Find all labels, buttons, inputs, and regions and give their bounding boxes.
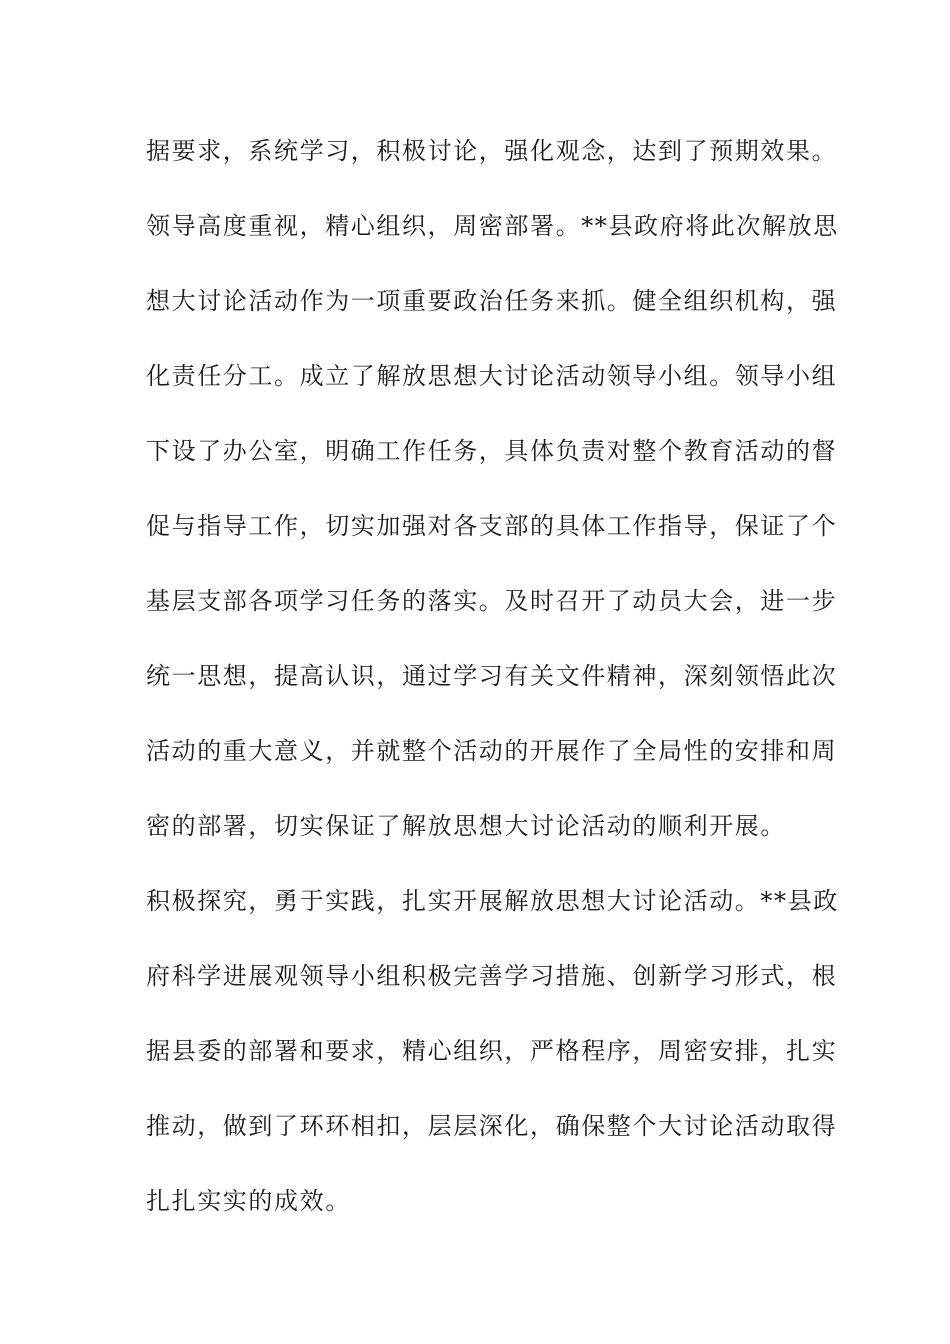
- text-line: 促与指导工作，切实加强对各支部的具体工作指导，保证了个: [146, 512, 838, 540]
- text-line: 化责任分工。成立了解放思想大讨论活动领导小组。领导小组: [146, 362, 838, 390]
- text-line: 扎扎实实的成效。: [146, 1187, 351, 1215]
- text-line: 据要求，系统学习，积极讨论，强化观念，达到了预期效果。: [146, 137, 838, 165]
- text-line: 下设了办公室，明确工作任务，具体负责对整个教育活动的督: [146, 437, 838, 465]
- text-line: 想大讨论活动作为一项重要政治任务来抓。健全组织机构，强: [146, 287, 838, 315]
- text-line: 府科学进展观领导小组积极完善学习措施、创新学习形式，根: [146, 962, 838, 990]
- text-line: 活动的重大意义，并就整个活动的开展作了全局性的安排和周: [146, 737, 838, 765]
- text-line: 推动，做到了环环相扣，层层深化，确保整个大讨论活动取得: [146, 1112, 838, 1140]
- text-line: 统一思想，提高认识，通过学习有关文件精神，深刻领悟此次: [146, 662, 838, 690]
- text-line: 基层支部各项学习任务的落实。及时召开了动员大会，进一步: [146, 587, 838, 615]
- text-line: 密的部署，切实保证了解放思想大讨论活动的顺利开展。: [146, 812, 786, 840]
- text-line: 据县委的部署和要求，精心组织，严格程序，周密安排，扎实: [146, 1037, 838, 1065]
- text-line: 积极探究，勇于实践，扎实开展解放思想大讨论活动。**县政: [146, 887, 839, 915]
- text-line: 领导高度重视，精心组织，周密部署。**县政府将此次解放思: [146, 212, 839, 240]
